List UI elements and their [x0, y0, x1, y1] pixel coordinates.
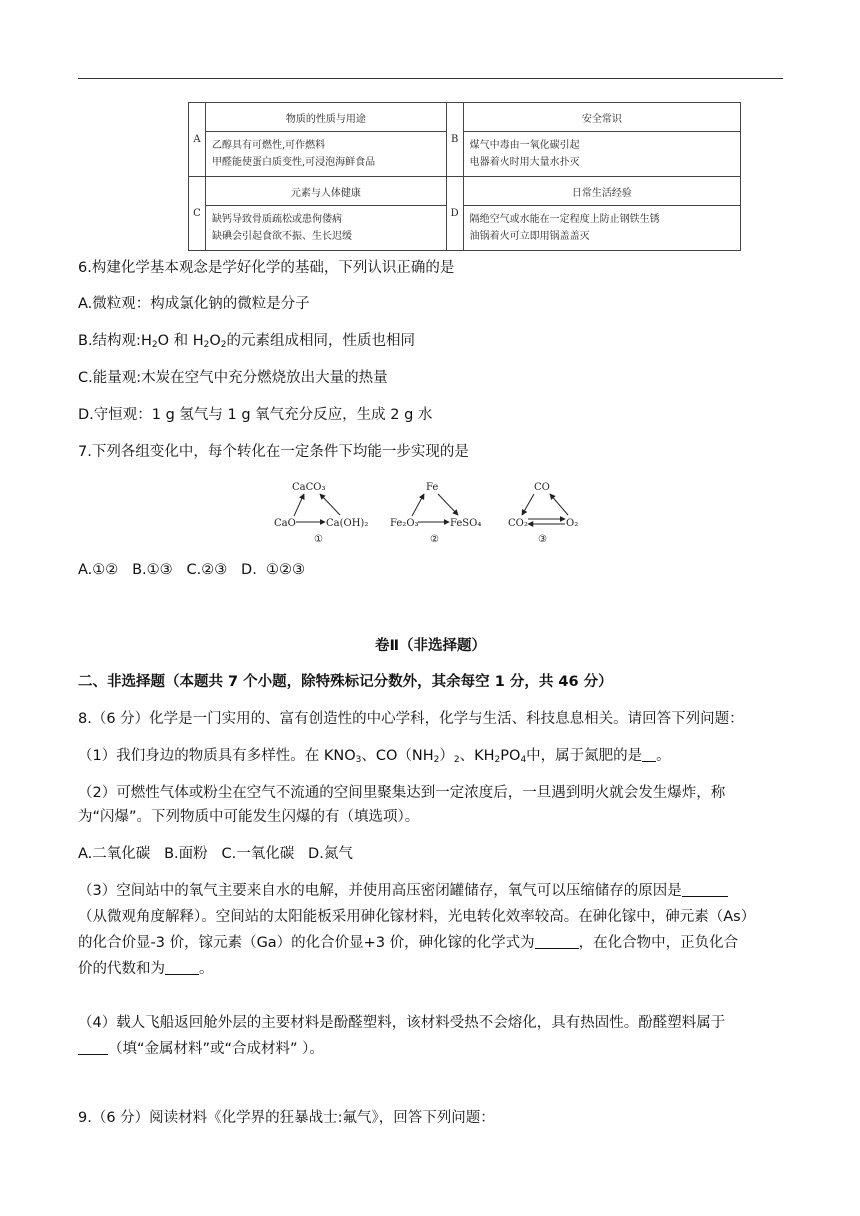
option-d-header: 日常生活经验 — [463, 177, 740, 206]
option-letter-d: D — [446, 177, 463, 251]
g1-number: ① — [314, 534, 323, 545]
q8-part1-answer-blank[interactable] — [642, 747, 656, 762]
g2-arrow-left — [412, 494, 424, 516]
q8-part1: （1）我们身边的物质具有多样性。在 $KNO_3$、$CO(NH_2)_2$、$KH_2PO_4$中，属于氮肥的是 。 — [78, 748, 671, 765]
q8-part3-line4: 价的代数和为 。 — [78, 961, 214, 977]
option-letter-b: B — [446, 103, 463, 177]
g3-top-label: CO — [534, 482, 550, 493]
option-b-header: 安全常识 — [463, 103, 740, 132]
option-b-body: 煤气中毒由一氧化碳引起 电器着火时用大量水扑灭 — [463, 132, 740, 177]
q7-options: A.①② B.①③ C.②③ D. ①②③ — [78, 562, 306, 578]
g1-arrow-right — [320, 494, 340, 515]
g2-left-label: Fe₂O₃ — [390, 518, 419, 529]
header-rule — [78, 78, 783, 79]
diagram-group-2 — [390, 482, 481, 545]
g2-top-label: Fe — [426, 482, 439, 493]
q8-part2-options: A.二氧化碳 B.面粉 C.一氧化碳 D.氮气 — [78, 846, 353, 862]
q8-part4-line2: （填“金属材料”或“合成材料” ）。 — [78, 1037, 783, 1062]
section-heading: 二、非选择题（本题共 7 个小题，除特殊标记分数外，其余每空 1 分，共 46 分） — [78, 674, 613, 690]
q6-option-d: D.守恒观：1 g 氢气与 1 g 氧气充分反应，生成 2 g 水 — [78, 407, 433, 423]
q6-option-c: C.能量观:木炭在空气中充分燃烧放出大量的热量 — [78, 370, 388, 386]
q8-part2-line1: （2）可燃性气体或粉尘在空气不流通的空间里聚集达到一定浓度后，一旦遇到明火就会发生爆炸，称 — [78, 785, 726, 801]
option-letter-c: C — [189, 177, 206, 251]
g1-right-label: Ca(OH)₂ — [326, 518, 369, 529]
g2-right-label: FeSO₄ — [450, 518, 482, 529]
q8-part2-line2: 为“闪爆”。下列物质中可能发生闪爆的有（填选项）。 — [78, 809, 420, 825]
q8-part3-line3: 的化合价显-3 价，镓元素（Ga）的化合价显+3 价，砷化镓的化学式为 ，在化合物中，正负化合 — [78, 935, 739, 951]
option-a-header: 物质的性质与用途 — [206, 103, 447, 132]
q8-part3-line1: （3）空间站中的氧气主要来自水的电解，并使用高压密闭罐储存，氧气可以压缩储存的原因是 — [78, 879, 783, 904]
q7-stem: 7.下列各组变化中，每个转化在一定条件下均能一步实现的是 — [78, 444, 469, 460]
g3-arrow-left — [522, 494, 534, 515]
option-c-header: 元素与人体健康 — [206, 177, 447, 206]
g3-left-label: CO₂ — [508, 518, 528, 529]
g1-arrow-left — [294, 494, 304, 516]
diagram-group-3 — [508, 482, 578, 545]
diagram-group-1 — [274, 482, 368, 545]
g2-arrow-right — [438, 494, 458, 515]
option-a-body: 乙醇具有可燃性,可作燃料 甲醛能使蛋白质变性,可浸泡海鲜食品 — [206, 132, 447, 177]
q8-part3-blank-reason[interactable] — [682, 882, 728, 897]
option-c-body: 缺钙导致骨质疏松或患佝偻病 缺碘会引起食欲不振、生长迟缓 — [206, 206, 447, 251]
g3-right-label: O₂ — [566, 518, 579, 529]
g1-top-label: CaCO₃ — [292, 482, 326, 493]
conversion-diagram — [272, 478, 582, 546]
q6-option-a: A.微粒观：构成氯化钠的微粒是分子 — [78, 296, 310, 312]
option-d-body: 隔绝空气或水能在一定程度上防止钢铁生锈 油锅着火可立即用锅盖盖灭 — [463, 206, 740, 251]
options-table — [188, 102, 741, 251]
q8-part3-line2: （从微观角度解释）。空间站的太阳能板采用砷化镓材料，光电转化效率较高。在砷化镓中，砷元素（As） — [78, 909, 756, 925]
q8-part3-blank-sum[interactable] — [165, 960, 199, 975]
q8-part4-blank[interactable] — [78, 1040, 108, 1055]
g1-left-label: CaO — [274, 518, 296, 529]
q8-stem: 8.（6 分）化学是一门实用的、富有创造性的中心学科，化学与生活、科技息息相关。请回答下列问题： — [78, 711, 744, 727]
g2-number: ② — [430, 534, 439, 545]
q6-option-b: B.结构观$:H_2O$ 和 $H_2O_2$的元素组成相同，性质也相同 — [78, 333, 416, 350]
q8-part3-blank-formula[interactable] — [535, 934, 579, 949]
q6-stem: 6.构建化学基本观念是学好化学的基础，下列认识正确的是 — [78, 260, 455, 276]
option-letter-a: A — [189, 103, 206, 177]
g3-number: ③ — [538, 534, 547, 545]
g3-arrow-right — [550, 494, 568, 515]
q9-stem: 9.（6 分）阅读材料《化学界的狂暴战士:氟气》，回答下列问题： — [78, 1110, 495, 1126]
section-title: 卷Ⅱ（非选择题） — [374, 638, 487, 654]
q8-part4-line1: （4）载人飞船返回舱外层的主要材料是酚醛塑料，该材料受热不会熔化，具有热固性。酚醛塑料属于 — [78, 1015, 726, 1031]
